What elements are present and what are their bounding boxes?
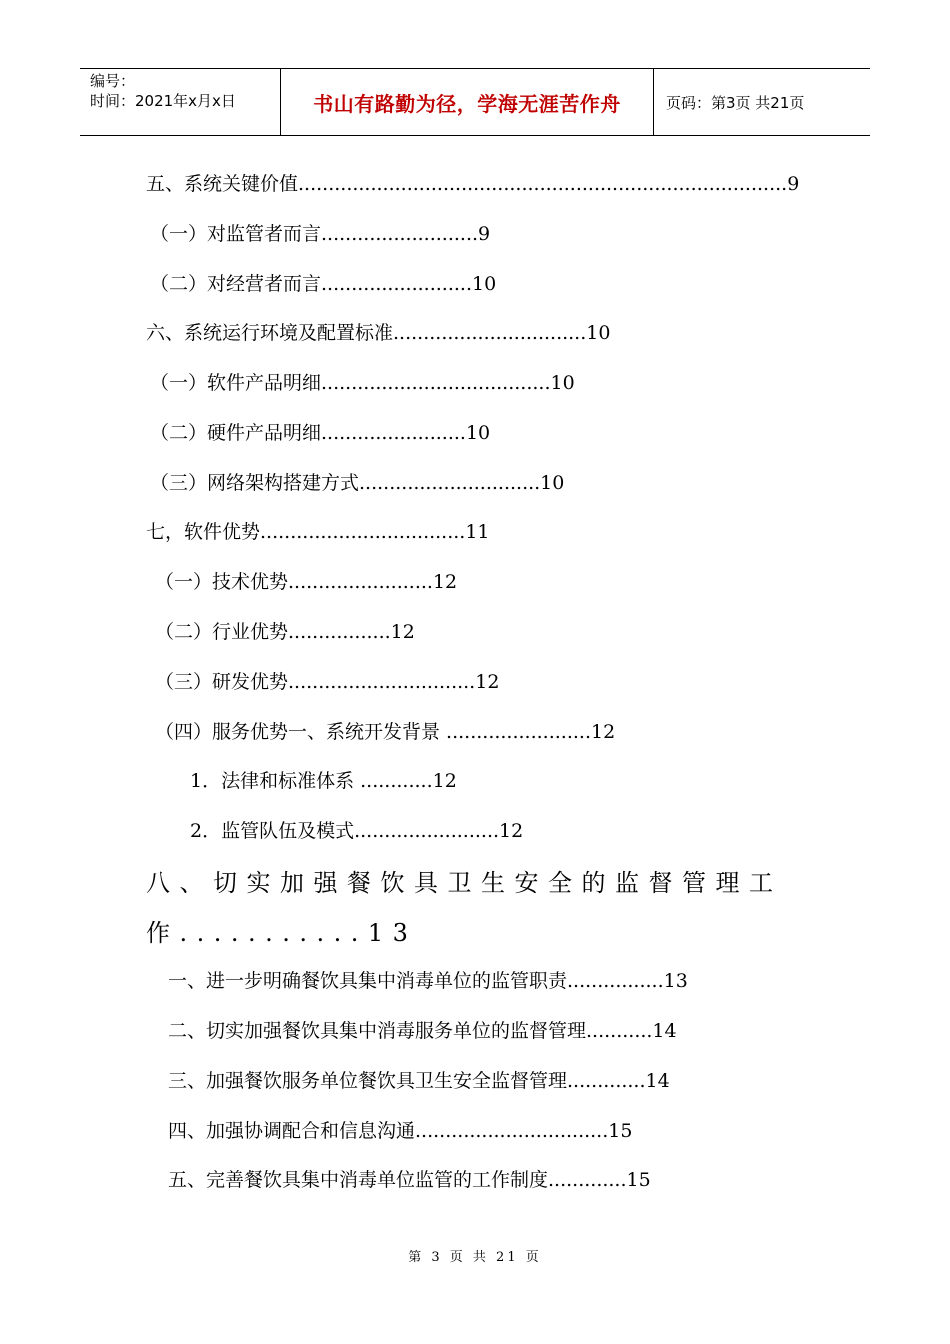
toc-entry[interactable]: （二）对经营者而言.........................10 [150, 273, 497, 295]
toc-entry[interactable]: （四）服务优势一、系统开发背景 ........................12 [155, 721, 616, 743]
footer-page-number: 第 3 页 共 21 页 [408, 1250, 542, 1265]
toc-entry[interactable]: （三）研发优势...............................12 [155, 671, 500, 693]
toc-entry[interactable]: 七，软件优势..................................11 [146, 521, 490, 543]
toc-entry[interactable]: （一）软件产品明细......................................10 [150, 372, 575, 394]
toc-entry[interactable]: （一）对监管者而言..........................9 [150, 223, 491, 245]
page-header [80, 68, 870, 136]
toc-entry[interactable]: （三）网络架构搭建方式..............................10 [150, 472, 565, 494]
header-motto: 书山有路勤为径，学海无涯苦作舟 [313, 91, 621, 116]
toc-entry[interactable]: 三、加强餐饮服务单位餐饮具卫生安全监督管理.............14 [168, 1070, 670, 1092]
toc-entry[interactable]: 五、系统关键价值.................................................................................9 [146, 173, 800, 195]
toc-entry[interactable]: 作...........13 [146, 919, 418, 947]
toc-entry[interactable]: （二）行业优势.................12 [155, 621, 415, 643]
toc-entry[interactable]: 二、切实加强餐饮具集中消毒服务单位的监督管理...........14 [168, 1020, 677, 1042]
toc-entry[interactable]: 五、完善餐饮具集中消毒单位监管的工作制度.............15 [168, 1169, 651, 1191]
toc-entry[interactable]: 四、加强协调配合和信息沟通................................15 [168, 1120, 633, 1142]
toc-entry[interactable]: （二）硬件产品明细........................10 [150, 422, 491, 444]
toc-entry[interactable]: 2．监管队伍及模式........................12 [190, 820, 524, 842]
page-footer [0, 1246, 950, 1265]
toc-entry[interactable]: 八、切实加强餐饮具卫生安全的监督管理工 [146, 869, 783, 897]
header-meta [80, 69, 281, 135]
header-page-text: 页码：第3页 共21页 [666, 93, 805, 112]
toc-entry[interactable]: 1．法律和标准体系 ............12 [190, 770, 457, 792]
document-time: 时间：2021年x月x日 [90, 92, 236, 110]
toc-entry[interactable]: （一）技术优势........................12 [155, 571, 458, 593]
toc-entry[interactable]: 六、系统运行环境及配置标准................................10 [146, 322, 611, 344]
header-motto-cell [281, 69, 654, 135]
header-page-info [654, 69, 870, 135]
document-number-label: 编号： [90, 72, 136, 90]
toc-entry[interactable]: 一、进一步明确餐饮具集中消毒单位的监管职责................13 [168, 970, 688, 992]
